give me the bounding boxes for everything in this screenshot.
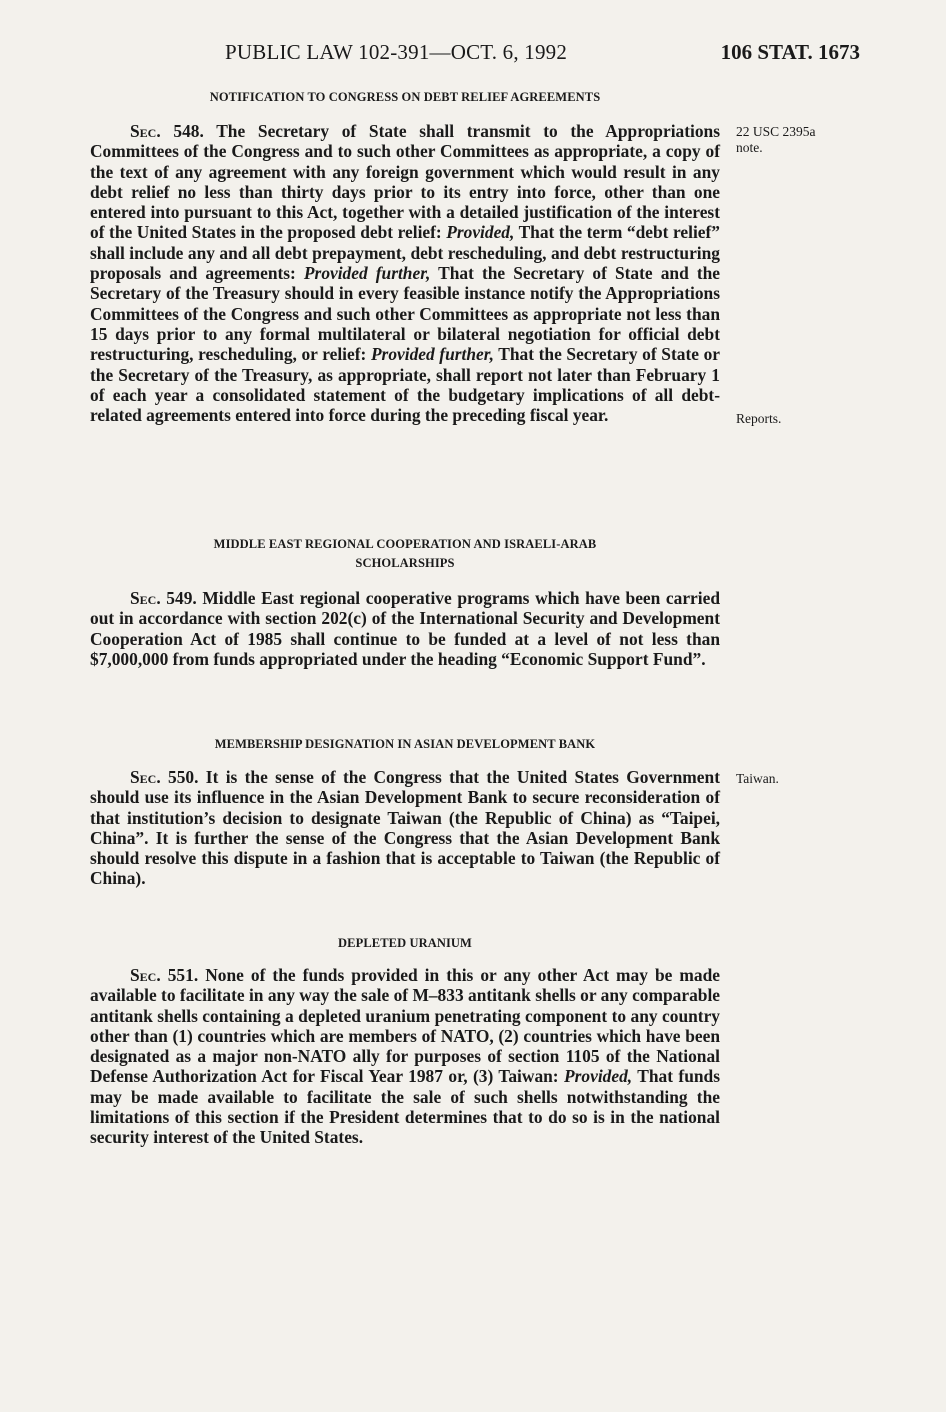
section-548-text: Sec. 548. The Secretary of State shall transmit to the Appropriations Committees of the Congress and to such other Committees as appropriate, a copy of the text of any agreement with any foreign government which would result in any debt relief no less than thirty days prior to its entry into force, other than one entered into pursuant to this Act, together with a detailed justification of the interest of the United States in the proposed debt relief: Provided, That the term “debt relief” shall include any and all debt prepayment, debt rescheduling, and debt restructuring proposals and agreements: Provided further, That the Secretary of State and the Secretary of the Treasury should in every feasible instance notify the Appropriations Committees of the Congress and such other Committees as appropriate not less than 15 days prior to any formal multilateral or bilateral negotiation for official debt restructuring, rescheduling, or relief: Provided further, That the Secretary of State or the Secretary of the Treasury, as appropriate, shall report not later than February 1 of each year a consolidated statement of the budgetary implications of all debt-related agreements entered into force during the preceding fiscal year. [90, 121, 720, 426]
section-551-label: Sec. 551. [130, 965, 199, 985]
section-549-heading: MIDDLE EAST REGIONAL COOPERATION AND ISRAELI-ARAB SCHOLARSHIPS [213, 537, 597, 570]
page-title: PUBLIC LAW 102-391—OCT. 6, 1992 [225, 40, 568, 64]
running-head [0, 40, 946, 70]
section-548-heading: NOTIFICATION TO CONGRESS ON DEBT RELIEF AGREEMENTS [209, 90, 601, 104]
section-549-text: Sec. 549. Middle East regional cooperative programs which have been carried out in accordance with section 202(c) of the International Security and Development Cooperation Act of 1985 shall continue to be funded at a level of not less than $7,000,000 from funds appropriated under the heading “Economic Support Fund”. [90, 588, 720, 669]
margin-note-reports: Reports. [736, 411, 782, 426]
section-550-heading: MEMBERSHIP DESIGNATION IN ASIAN DEVELOPMENT BANK [214, 737, 596, 751]
section-550-text: Sec. 550. It is the sense of the Congress that the United States Government should use its influence in the Asian Development Bank to secure reconsideration of that institution’s decision to designate Taiwan (the Republic of China) as “Taipei, China”. It is further the sense of the Congress that the Asian Development Bank should resolve this dispute in a fashion that is acceptable to Taiwan (the Republic of China). [90, 767, 720, 889]
section-549-label: Sec. 549. [130, 588, 197, 608]
section-551-text: Sec. 551. None of the funds provided in this or any other Act may be made available to facilitate in any way the sale of M–833 antitank shells or any comparable antitank shells containing a depleted uranium penetrating component to any country other than (1) countries which are members of NATO, (2) countries which have been designated as a major non-NATO ally for purposes of section 1105 of the National Defense Authorization Act for Fiscal Year 1987 or, (3) Taiwan: Provided, That funds may be made available to facilitate the sale of such shells notwithstanding the limitations of this section if the President determines that to do so is in the national security interest of the United States. [90, 965, 720, 1148]
margin-note-usc: 22 USC 2395a note. [736, 124, 816, 155]
section-548-label: Sec. 548. [130, 121, 204, 141]
statute-page-number: 106 STAT. 1673 [720, 40, 860, 64]
margin-note-taiwan: Taiwan. [736, 771, 779, 786]
section-550-label: Sec. 550. [130, 767, 199, 787]
section-551-heading: DEPLETED URANIUM [338, 936, 472, 950]
